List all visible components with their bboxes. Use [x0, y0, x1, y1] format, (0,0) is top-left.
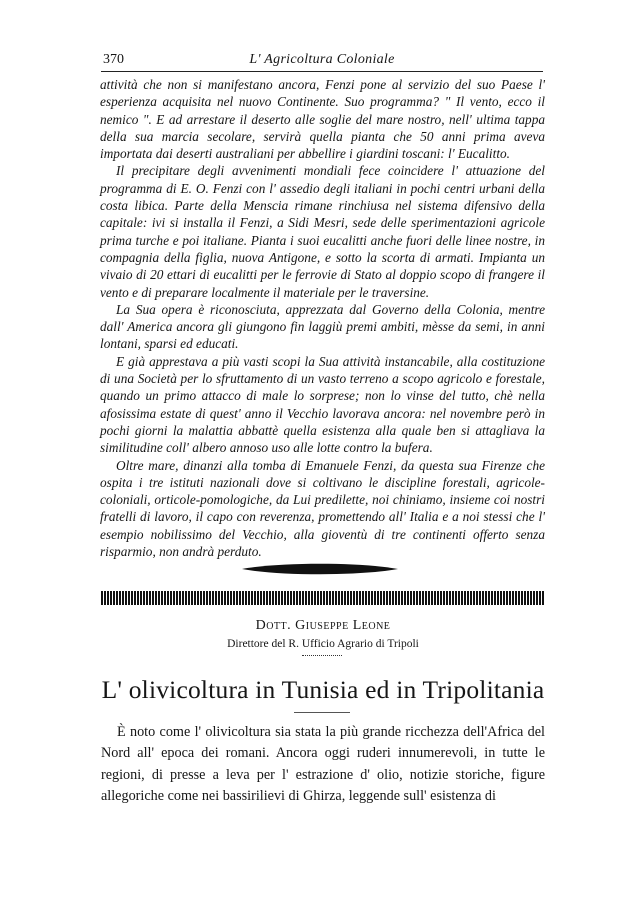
previous-article-text: [100, 76, 545, 560]
divider: [294, 712, 350, 713]
paragraph: E già apprestava a più vasti scopi la Sua attività instancabile, alla costituzione di una Società per lo sfruttamento di un vasto terreno a scopo agricolo e forestale, quando un primo attacco di male lo sorprese; non lo vinse del tutto, chè nella afosissima estate di quest' anno il Vecchio lavorava ancora: nel novembre però in pochi giorni la malattia abbattè quella esistenza alla quale ben si attagliava la similitudine coll' albero annoso uso alle lotte contro la bufera.: [100, 353, 545, 456]
end-ornament-icon: [240, 560, 400, 578]
section-separator: [101, 591, 545, 605]
running-title: L' Agricoltura Coloniale: [249, 52, 395, 67]
paragraph: Oltre mare, dinanzi alla tomba di Emanuele Fenzi, da questa sua Firenze che ospita i tre istituti nazionali dove si coltivano le discipline forestali, agricole-coloniali, orticole-pomologiche, da Lui predilette, noi chiniamo, insieme coi nostri fratelli di lavoro, il capo con reverenza, promettendo all' Italia e a noi stessi che l' esempio nobilissimo del Vecchio, alla gioventù di tre continenti offerto senza risparmio, non andrà perduto.: [100, 457, 545, 560]
author-role: Direttore del R. Ufficio Agrario di Tripoli: [227, 638, 419, 650]
divider: [302, 655, 342, 658]
running-header: [101, 47, 543, 72]
article-author: [101, 618, 545, 634]
article-title: L' olivicoltura in Tunisia ed in Tripolitania: [101, 675, 545, 704]
paragraph: La Sua opera è riconosciuta, apprezzata dal Governo della Colonia, mentre dall' America ancora gli giungono fin laggiù premi ambiti, mèsse da semi, in anni lontani, sparsi ed educati.: [100, 301, 545, 352]
paragraph: Il precipitare degli avvenimenti mondiali fece coincidere l' attuazione del programma di E. O. Fenzi con l' assedio degli italiani in pochi centri urbani della costa libica. Parte della Menscia rimane rinchiusa nel sistema difensivo della capitale: ivi si installa il Fenzi, a Sidi Mesri, sede delle sperimentazioni agricole prima turche e poi italiane. Pianta i suoi eucalitti anche fuori delle linee nostre, in compagnia della figlia, nuova Antigone, e sotto la scorta di armati. Impianta un vivaio di 20 ettari di eucalitti per le ferrovie di Stato al doppio scopo di frangere il vento e di preparare localmente il materiale per le traversine.: [100, 163, 545, 300]
page-number: 370: [103, 52, 124, 67]
article-body: [101, 722, 545, 807]
paragraph: È noto come l' olivicoltura sia stata la più grande ricchezza dell'Africa del Nord all' epoca dei romani. Ancora oggi ruderi innumerevoli, in tutte le regioni, di presse a leva per l' estrazione d' olio, notizie storiche, figure allegoriche come nei bassirilievi di Ghirza, leggende sull' esistenza di: [101, 724, 545, 804]
author-name: Dott. Giuseppe Leone: [255, 618, 391, 633]
paragraph: attività che non si manifestano ancora, Fenzi pone al servizio del suo Paese l' esperienza acquisita nel nuovo Continente. Suo programma? " Il vento, ecco il nemico ". E ad arrestare il deserto alle soglie del mare nostro, nell' ultima tappa della sua marcia secolare, servirà quella pianta che 50 anni prima aveva importata dai deserti australiani per abbellire i giardini toscani: l' Eucalitto.: [100, 77, 545, 162]
